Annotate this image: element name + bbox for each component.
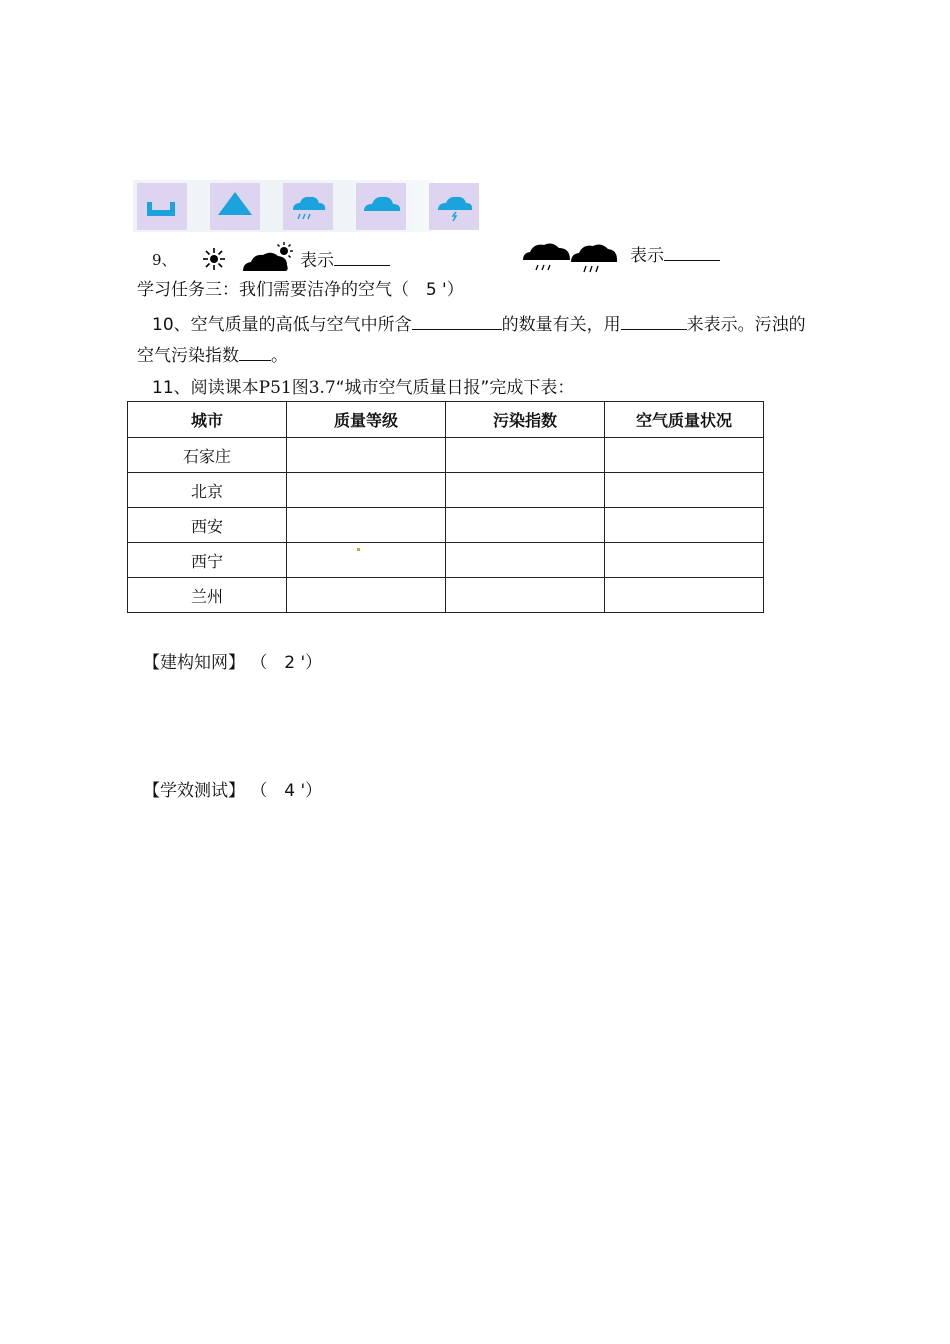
city-cell: 北京 <box>128 473 287 508</box>
header-air-status: 空气质量状况 <box>605 402 764 438</box>
table-row <box>128 543 764 578</box>
header-city: 城市 <box>128 402 287 438</box>
u-shape-icon <box>137 183 187 230</box>
city-cell: 西宁 <box>128 543 287 578</box>
q9-answer-a <box>300 249 390 272</box>
table-header-row <box>128 402 764 438</box>
cloud-rain-icon <box>283 183 333 230</box>
q10-text-a: 10、空气质量的高低与空气中所含 <box>152 315 412 335</box>
section-build-title: 【建构知网】 <box>143 653 245 673</box>
pollution-index-cell[interactable] <box>446 473 605 508</box>
q9-blank-a[interactable] <box>334 249 390 266</box>
section-build-open: （ <box>250 653 268 673</box>
pollution-index-cell[interactable] <box>446 438 605 473</box>
task3-close: ） <box>446 280 464 300</box>
section-test-title: 【学效测试】 <box>143 781 245 801</box>
city-cell: 兰州 <box>128 578 287 613</box>
quality-level-cell[interactable] <box>287 578 446 613</box>
q10-blank-1[interactable] <box>412 313 502 330</box>
q10-blank-2[interactable] <box>621 313 687 330</box>
section-test-heading <box>143 780 322 802</box>
cloud-lightning-icon <box>429 183 479 230</box>
section-test-close: ） <box>305 781 323 801</box>
pollution-index-cell[interactable] <box>446 543 605 578</box>
section-build-close: ） <box>305 653 323 673</box>
sun-icon <box>199 245 229 277</box>
scan-speck <box>357 548 360 551</box>
table-row <box>128 473 764 508</box>
q10-text-e: 。 <box>271 346 288 366</box>
quality-level-cell[interactable] <box>287 508 446 543</box>
quality-level-cell[interactable] <box>287 438 446 473</box>
section-build-heading <box>143 652 322 674</box>
air-quality-table <box>127 401 764 613</box>
quality-level-cell[interactable] <box>287 473 446 508</box>
q9-number: 9、 <box>152 251 177 269</box>
header-pollution-index: 污染指数 <box>446 402 605 438</box>
air-status-cell[interactable] <box>605 508 764 543</box>
q10-text-d: 空气污染指数 <box>137 346 239 366</box>
city-cell: 西安 <box>128 508 287 543</box>
task3-score: 5 <box>425 280 437 300</box>
section-build-mark: ' <box>300 653 306 673</box>
air-status-cell[interactable] <box>605 543 764 578</box>
header-quality-level: 质量等级 <box>287 402 446 438</box>
task3-mark: ' <box>442 280 447 300</box>
table-row <box>128 438 764 473</box>
q10-line1 <box>152 313 806 336</box>
q9-answer-b <box>630 244 720 267</box>
q11-line <box>152 377 574 399</box>
cloud-sun-icon <box>241 241 297 277</box>
air-status-cell[interactable] <box>605 578 764 613</box>
q9-blank-b[interactable] <box>664 244 720 261</box>
q10-blank-3[interactable] <box>239 344 271 361</box>
air-status-cell[interactable] <box>605 438 764 473</box>
task3-title: 学习任务三：我们需要洁净的空气（ <box>137 280 409 300</box>
section-build-score: 2 <box>284 653 296 673</box>
q9-label-b: 表示 <box>630 246 664 266</box>
task3-heading <box>137 279 464 301</box>
rain-clouds-icon <box>522 240 618 280</box>
q9-label-a: 表示 <box>300 251 334 271</box>
section-test-score: 4 <box>284 781 296 801</box>
air-status-cell[interactable] <box>605 473 764 508</box>
table-row <box>128 508 764 543</box>
pollution-index-cell[interactable] <box>446 508 605 543</box>
section-test-mark: ' <box>300 781 306 801</box>
q11-text-a: 11、阅读课本 <box>152 378 259 398</box>
cloud-icon <box>356 183 406 230</box>
pollution-index-cell[interactable] <box>446 578 605 613</box>
q11-text-b: “城市空气质量日报”完成下表： <box>335 378 575 398</box>
section-test-open: （ <box>250 781 268 801</box>
q11-reference: P51图3.7 <box>258 378 336 398</box>
q10-line2 <box>137 344 288 367</box>
triangle-icon <box>210 183 260 230</box>
quality-level-cell[interactable] <box>287 543 446 578</box>
table-row <box>128 578 764 613</box>
q10-text-c: 来表示。污浊的 <box>686 315 806 335</box>
city-cell: 石家庄 <box>128 438 287 473</box>
q10-text-b: 的数量有关，用 <box>501 315 621 335</box>
